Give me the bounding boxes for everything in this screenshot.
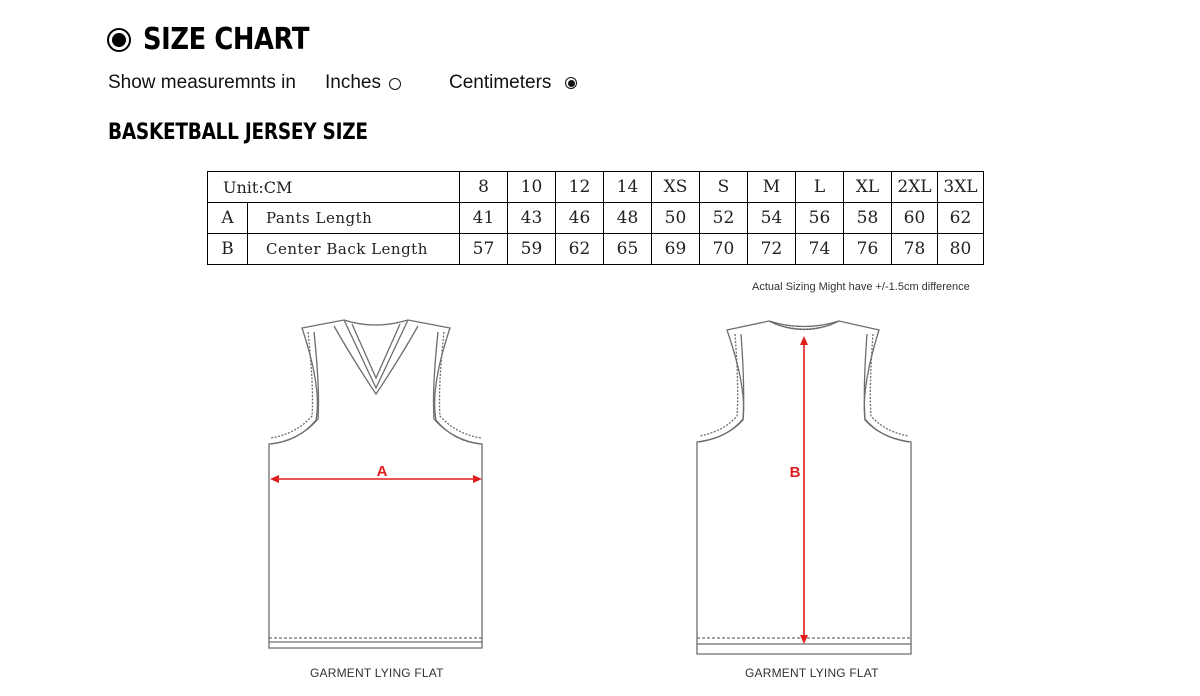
table-header-row (208, 172, 984, 203)
width-arrow-a (270, 463, 482, 483)
size-header: 14 (604, 172, 652, 203)
table-cell: 76 (844, 234, 892, 265)
size-header: 10 (508, 172, 556, 203)
inches-radio[interactable] (389, 78, 401, 90)
table-cell: 43 (508, 203, 556, 234)
table-cell: 54 (748, 203, 796, 234)
table-cell: 70 (700, 234, 748, 265)
table-cell: 62 (938, 203, 984, 234)
size-header: M (748, 172, 796, 203)
size-header: 3XL (938, 172, 984, 203)
unit-label: Unit:CM (208, 172, 460, 203)
table-cell: 60 (892, 203, 938, 234)
table-cell: 78 (892, 234, 938, 265)
table-cell: 59 (508, 234, 556, 265)
table-cell: 50 (652, 203, 700, 234)
measure-label: Center Back Length (248, 234, 460, 265)
table-cell: 74 (796, 234, 844, 265)
table-cell: 41 (460, 203, 508, 234)
table-cell: 56 (796, 203, 844, 234)
table-cell: 57 (460, 234, 508, 265)
size-chart-header (107, 22, 336, 57)
table-cell: 46 (556, 203, 604, 234)
size-table (207, 171, 984, 265)
table-cell: 69 (652, 234, 700, 265)
section-title: BASKETBALL JERSEY SIZE (108, 120, 368, 145)
size-header: 12 (556, 172, 604, 203)
back-caption: GARMENT LYING FLAT (745, 666, 879, 680)
page-title: SIZE CHART (143, 22, 310, 57)
table-row (208, 234, 984, 265)
centimeters-radio[interactable] (565, 77, 577, 89)
size-header: S (700, 172, 748, 203)
table-cell: 58 (844, 203, 892, 234)
table-cell: 52 (700, 203, 748, 234)
length-arrow-b (790, 336, 808, 644)
front-jersey-diagram (262, 318, 490, 660)
marker-b-label: B (789, 464, 801, 481)
table-cell: 80 (938, 234, 984, 265)
back-jersey-diagram (693, 318, 915, 660)
sizing-note: Actual Sizing Might have +/-1.5cm difference (752, 281, 970, 293)
inches-label[interactable]: Inches (325, 72, 381, 93)
size-header: L (796, 172, 844, 203)
measure-code: B (208, 234, 248, 265)
marker-a-label: A (376, 463, 388, 480)
table-cell: 62 (556, 234, 604, 265)
table-row (208, 203, 984, 234)
front-caption: GARMENT LYING FLAT (310, 666, 444, 680)
measure-label: Pants Length (248, 203, 460, 234)
size-header: XL (844, 172, 892, 203)
size-header: 2XL (892, 172, 938, 203)
bullet-icon (107, 28, 131, 52)
centimeters-label[interactable]: Centimeters (449, 72, 552, 93)
table-cell: 72 (748, 234, 796, 265)
size-header: 8 (460, 172, 508, 203)
size-header: XS (652, 172, 700, 203)
unit-selector-label: Show measuremnts in (108, 72, 296, 93)
table-cell: 48 (604, 203, 652, 234)
table-cell: 65 (604, 234, 652, 265)
measure-code: A (208, 203, 248, 234)
